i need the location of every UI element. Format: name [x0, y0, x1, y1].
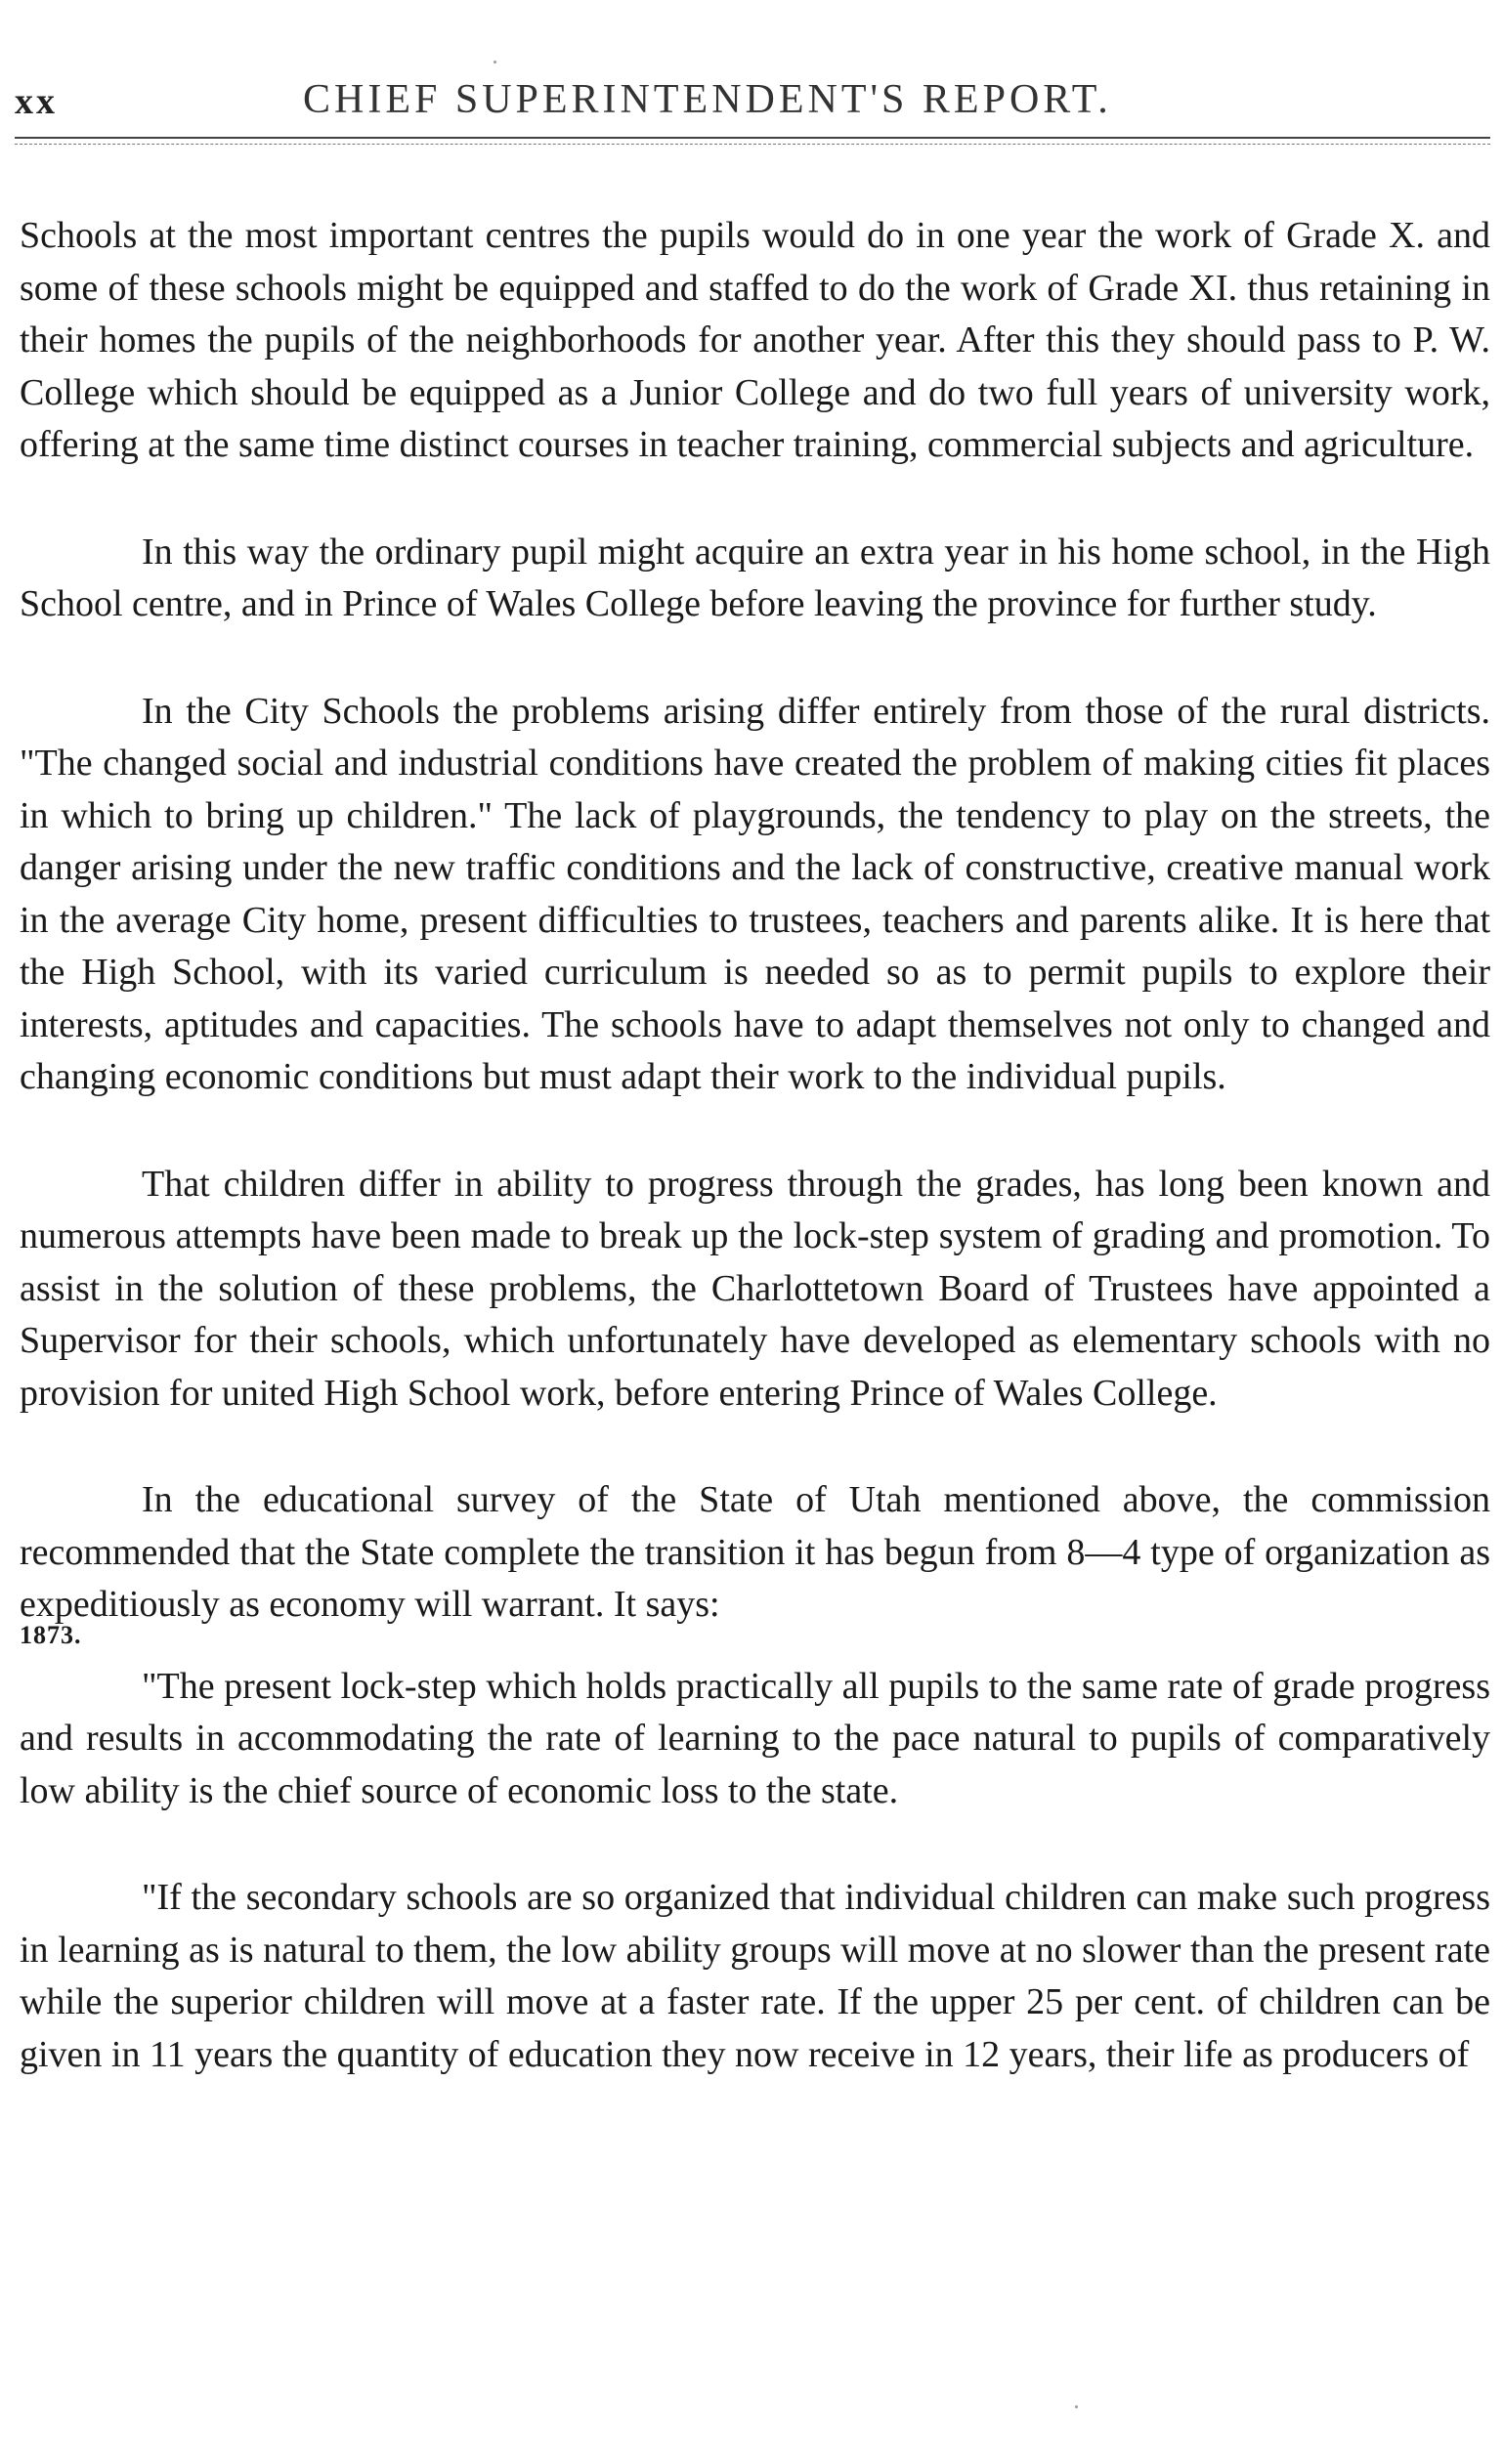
paragraph-4: That children differ in ability to progress through the grades, has long been known and numerous attempts have been made to break up the lock-step system of grading and promotion. To assist in the solution of these problems, the Charlottetown Board of Trustees have appointed a Supervisor for their schools, which unfortunately have developed as elementary schools with no provision for united High School work, before entering Prince of Wales College. [20, 1163, 1490, 1414]
header-rule [15, 137, 1490, 139]
print-speck [494, 61, 496, 64]
margin-year-note: 1873. [20, 1620, 82, 1649]
page-number: xx [15, 81, 58, 122]
running-title: CHIEF SUPERINTENDENT'S REPORT. [303, 77, 1112, 122]
paragraph-2: In this way the ordinary pupil might acquire an extra year in his home school, in the High School centre, and in Prince of Wales College before leaving the province for further study. [20, 531, 1490, 624]
paragraph-1: Schools at the most important centres the pupils would do in one year the work of Grade X. and some of these schools might be equipped and staffed to do the work of Grade XI. thus retaining in their homes the pupils of the neighborhoods for another year. After this they should pass to P. W. College which should be equipped as a Junior College and do two full years of university work, offering at the same time distinct courses in teacher training, commercial subjects and agriculture. [20, 215, 1490, 465]
paragraph-7: "If the secondary schools are so organized that individual children can make such progress in learning as is natural to them, the low ability groups will move at no slower than the present rate while the superior children will move at a faster rate. If the upper 25 per cent. of children can be given in 11 years the quantity of education they now receive in 12 years, their life as producers of [20, 1877, 1490, 2075]
paragraph-3: In the City Schools the problems arising differ entirely from those of the rural districts. "The changed social and industrial conditions have created the problem of making cities fit places in which to bring up children." The lack of playgrounds, the tendency to play on the streets, the danger arising under the new traffic conditions and the lack of constructive, creative manual work in the average City home, present difficulties to trustees, teachers and parents alike. It is here that the High School, with its varied curriculum is needed so as to permit pupils to explore their interests, aptitudes and capacities. The schools have to adapt themselves not only to changed and changing economic conditions but must adapt their work to the individual pupils. [20, 690, 1490, 1097]
paragraph-6: "The present lock-step which holds practically all pupils to the same rate of grade progress and results in accommodating the rate of learning to the pace natural to pupils of comparatively low ability is the chief source of economic loss to the state. [20, 1665, 1490, 1811]
paragraph-5: In the educational survey of the State of Utah mentioned above, the commission recommended that the State complete the transition it has begun from 8—4 type of organization as expeditiously as economy will warrant. It says: [20, 1479, 1490, 1625]
header-rule-secondary [15, 144, 1490, 145]
page-header [15, 68, 1490, 147]
print-speck [1075, 2405, 1078, 2408]
body-text [20, 210, 1490, 2136]
